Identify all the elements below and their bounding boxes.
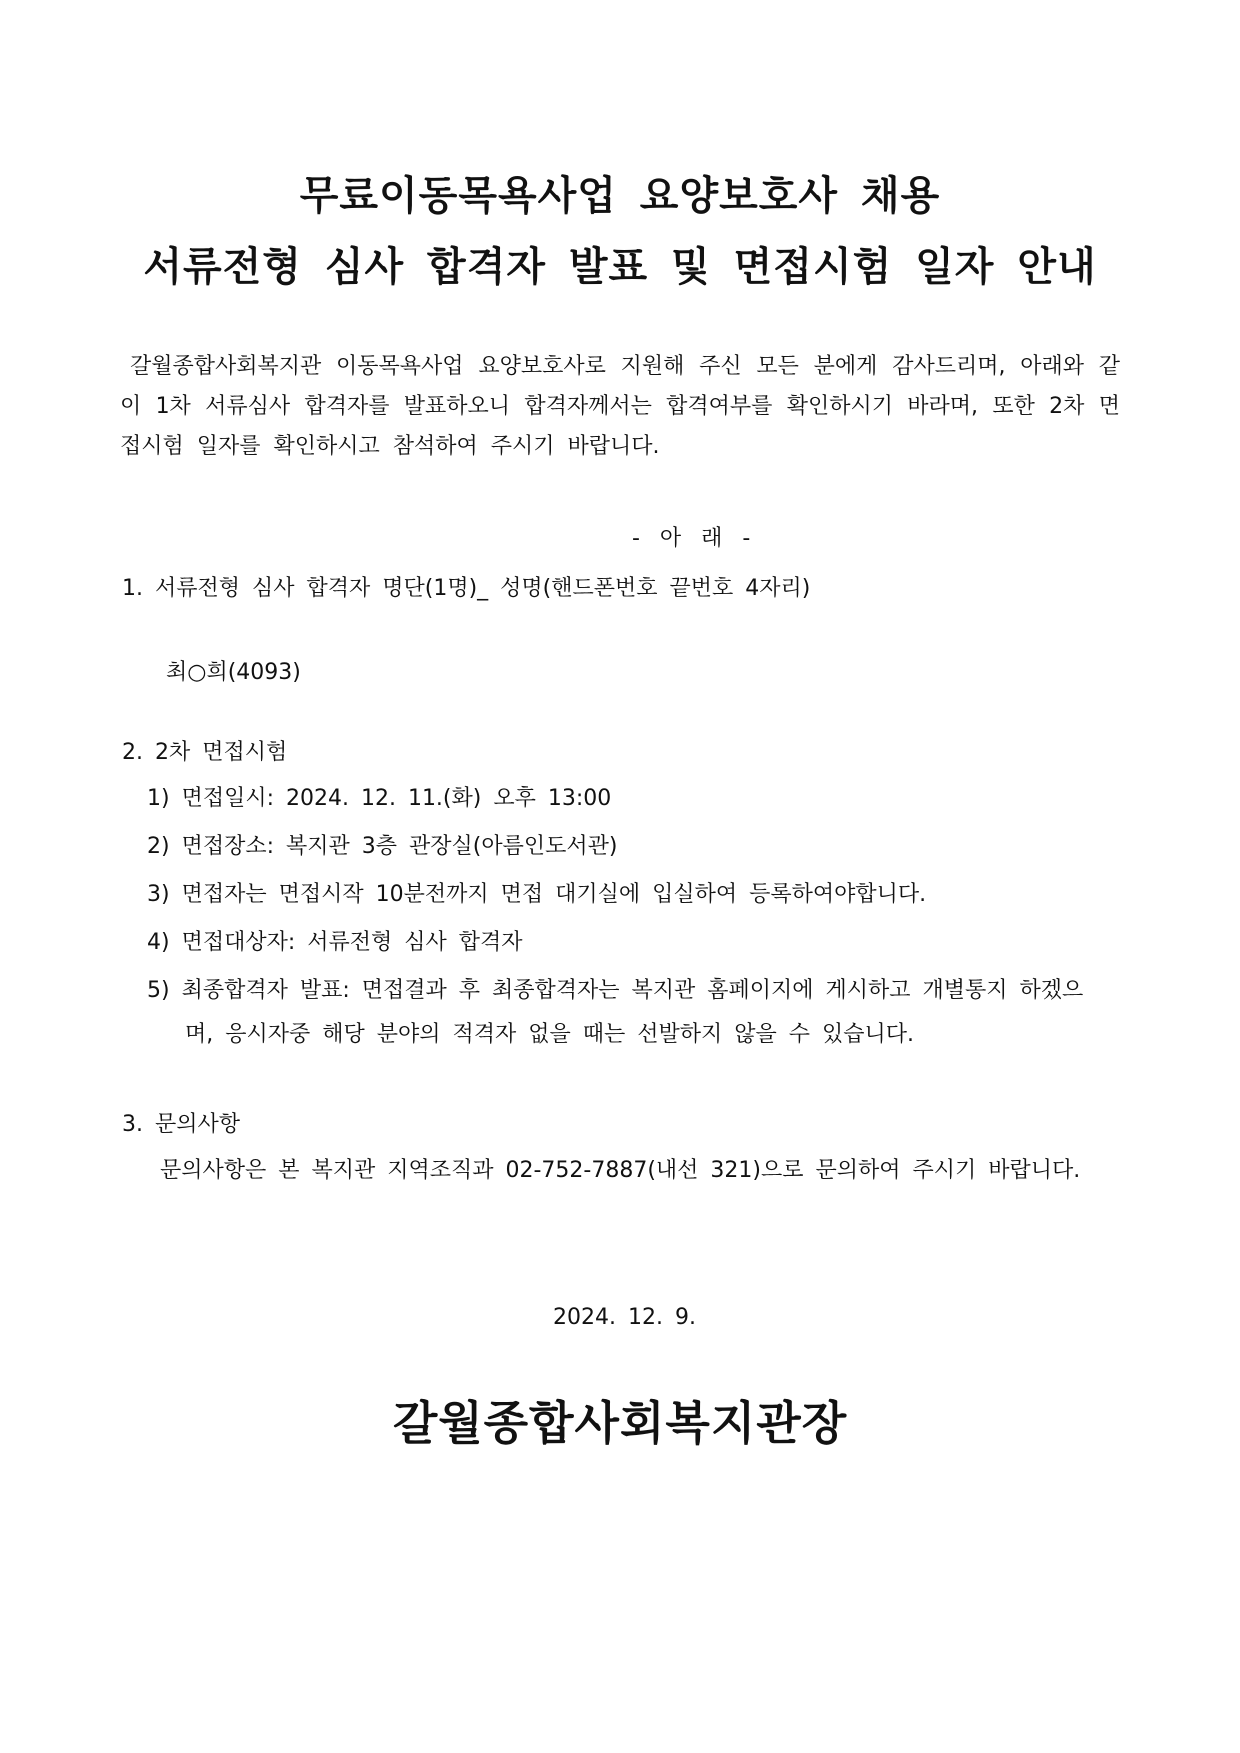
organization-signature: 갈월종합사회복지관장 (392, 1396, 848, 1450)
intro-paragraph (120, 347, 1120, 467)
issue-date: 2024. 12. 9. (553, 1305, 696, 1330)
section2-item-2: 2) 면접장소: 복지관 3층 관장실(아름인도서관) (147, 834, 618, 859)
section3-contact-text: 문의사항은 본 복지관 지역조직과 02-752-7887(내선 321)으로 문의하여 주시기 바랍니다. (160, 1158, 1081, 1183)
intro-text: 갈월종합사회복지관 이동목욕사업 요양보호사로 지원해 주신 모든 분에게 감사드리며, 아래와 같이 1차 서류심사 합격자를 발표하오니 합격자께서는 합격여부를 확인하시기 바라며, 또한 2차 면접시험 일자를 확인하시고 참석하여 주시기 바랍니다. (120, 354, 1120, 459)
section2-item-5-continued: 며, 응시자중 해당 분야의 적격자 없을 때는 선발하지 않을 수 있습니다. (185, 1022, 914, 1047)
document-title-line2: 서류전형 심사 합격자 발표 및 면접시험 일자 안내 (143, 244, 1097, 290)
section2-heading: 2. 2차 면접시험 (122, 740, 288, 765)
section2-item-3: 3) 면접자는 면접시작 10분전까지 면접 대기실에 입실하여 등록하여야합니다. (147, 882, 927, 907)
section2-item-5: 5) 최종합격자 발표: 면접결과 후 최종합격자는 복지관 홈페이지에 게시하고 개별통지 하겠으 (147, 978, 1084, 1003)
section1-winner: 최○희(4093) (166, 660, 301, 685)
section1-heading: 1. 서류전형 심사 합격자 명단(1명)_ 성명(핸드폰번호 끝번호 4자리) (122, 576, 811, 601)
document-title-line1: 무료이동목욕사업 요양보호사 채용 (299, 173, 941, 219)
arae-divider: - 아 래 - (632, 526, 755, 551)
section2-item-1: 1) 면접일시: 2024. 12. 11.(화) 오후 13:00 (147, 786, 612, 811)
section3-heading: 3. 문의사항 (122, 1112, 240, 1137)
section2-item-4: 4) 면접대상자: 서류전형 심사 합격자 (147, 930, 523, 955)
